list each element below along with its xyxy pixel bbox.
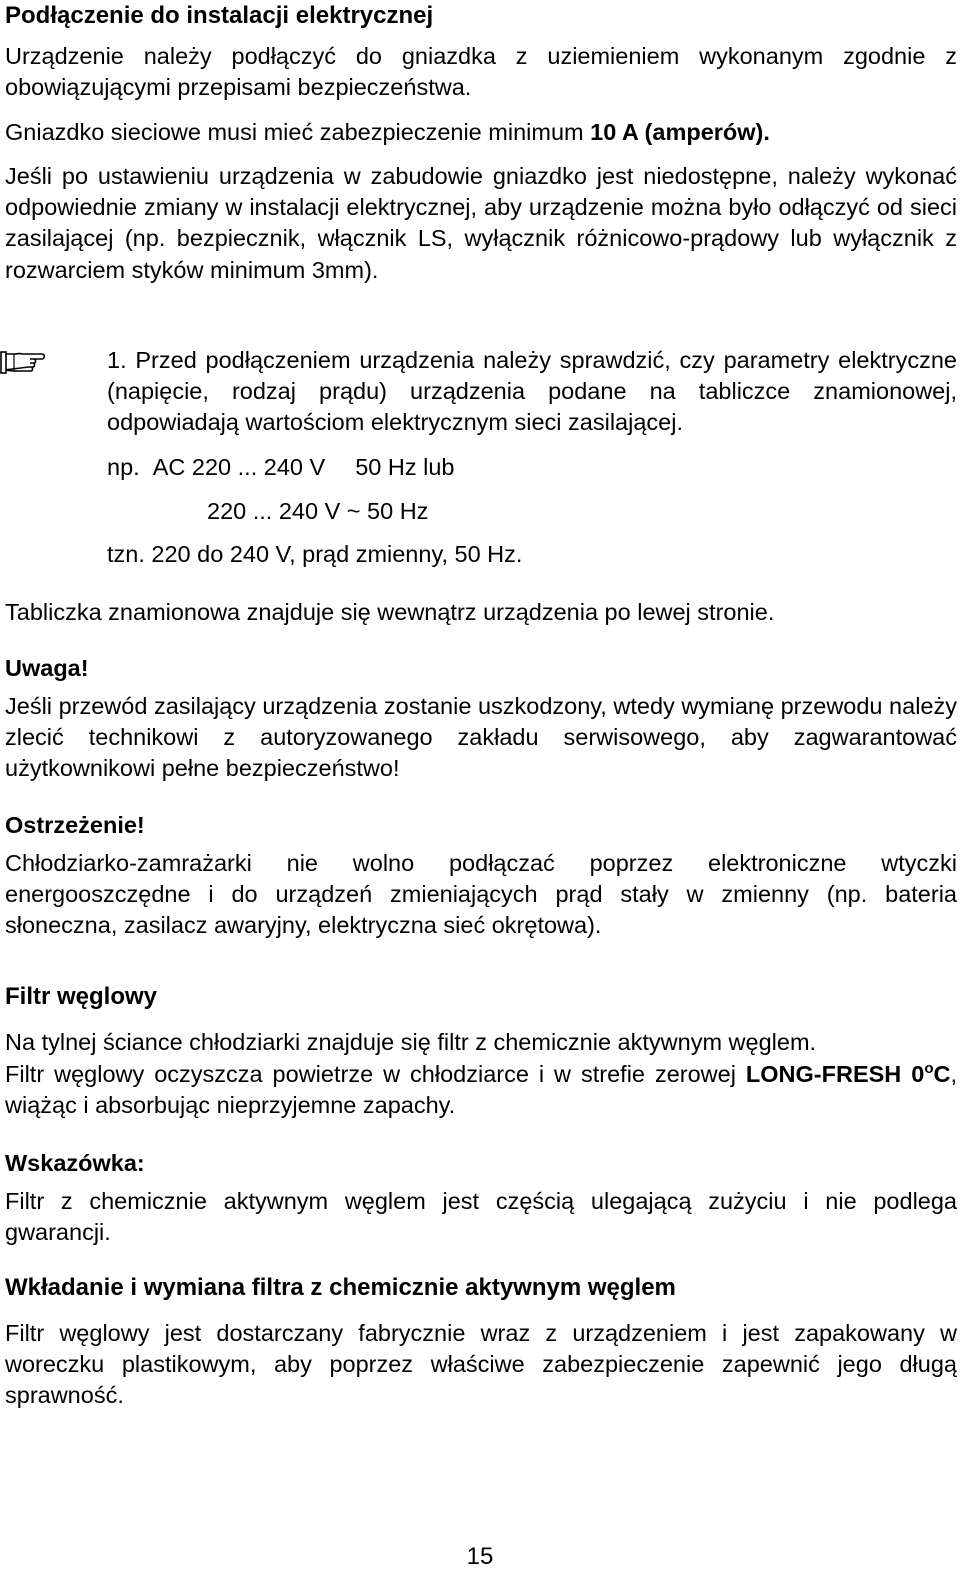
disconnect-paragraph: Jeśli po ustawieniu urządzenia w zabudowie gniazdko jest niedostępne, należy wykonać odpowiednie zmiany w instalacji elektrycznej, aby urządzenie można było odłączyć od sieci zasilającej (np. bezpiecznik, włącznik LS, wyłącznik różnicowo-prądowy lub wyłącznik z rozwarciem styków minimum 3mm). bbox=[5, 163, 957, 283]
example-prefix: np. bbox=[107, 454, 140, 480]
filter-function-text: Filtr węglowy oczyszcza powietrze w chłodziarce i w strefie zerowej bbox=[5, 1061, 746, 1087]
fuse-text: Gniazdko sieciowe musi mieć zabezpieczenie minimum bbox=[5, 119, 591, 145]
filter-replacement-text: Filtr węglowy jest dostarczany fabrycznie wraz z urządzeniem i jest zapakowany w woreczku plastikowym, aby poprzez właściwe zabezpieczenie zapewnić jego długą sprawność. bbox=[5, 1320, 957, 1409]
section-heading-electrical: Podłączenie do instalacji elektrycznej bbox=[5, 2, 434, 29]
example-voltage: AC 220 ... 240 V bbox=[152, 454, 326, 480]
warning-title: Uwaga! bbox=[5, 655, 89, 681]
page-number: 15 bbox=[466, 1543, 494, 1570]
example-line-1 bbox=[107, 452, 957, 483]
caution-title: Ostrzeżenie! bbox=[5, 812, 145, 838]
step-1-text: 1. Przed podłączeniem urządzenia należy sprawdzić, czy parametry elektryczne (napięcie, rodzaj prądu) urządzenia podane na tabliczce znamionowej, odpowiadają wartościom elektrycznym sieci zasilającej. bbox=[107, 347, 957, 436]
rating-plate-note: Tabliczka znamionowa znajduje się wewnątrz urządzenia po lewej stronie. bbox=[5, 599, 775, 625]
hint-title: Wskazówka: bbox=[5, 1150, 145, 1176]
fuse-rating: 10 A (amperów). bbox=[590, 119, 770, 145]
caution-text: Chłodziarko-zamrażarki nie wolno podłączać poprzez elektroniczne wtyczki energooszczędne i do urządzeń zmieniających prąd stały w zmienny (np. bateria słoneczna, zasilacz awaryjny, elektryczna sieć okrętowa). bbox=[5, 850, 957, 939]
grounding-paragraph: Urządzenie należy podłączyć do gniazdka z uziemieniem wykonanym zgodnie z obowiązującymi przepisami bezpieczeństwa. bbox=[5, 43, 957, 101]
example-line-2: 220 ... 240 V ~ 50 Hz bbox=[207, 498, 429, 524]
section-heading-filter-replacement: Wkładanie i wymiana filtra z chemicznie aktywnym węglem bbox=[5, 1274, 676, 1301]
zone-name: LONG-FRESH 0$^o$C bbox=[745, 1060, 951, 1087]
filter-location-paragraph: Na tylnej ściance chłodziarki znajduje się filtr z chemicznie aktywnym węglem. bbox=[5, 1029, 817, 1055]
fuse-paragraph bbox=[5, 117, 957, 148]
filter-function-end: , wiążąc i absorbując nieprzyjemne zapachy. bbox=[5, 1061, 957, 1119]
hint-text: Filtr z chemicznie aktywnym węglem jest częścią ulegającą zużyciu i nie podlega gwarancji. bbox=[5, 1188, 957, 1246]
warning-text: Jeśli przewód zasilający urządzenia zostanie uszkodzony, wtedy wymianę przewodu należy zlecić technikowi z autoryzowanego zakładu serwisowego, aby zagwarantować użytkownikowi pełne bezpieczeństwo! bbox=[5, 693, 957, 782]
pointing-hand-icon bbox=[0, 345, 48, 379]
section-heading-filter: Filtr węglowy bbox=[5, 983, 158, 1010]
filter-function-paragraph bbox=[5, 1059, 957, 1121]
example-line-3: tzn. 220 do 240 V, prąd zmienny, 50 Hz. bbox=[107, 541, 523, 567]
example-frequency: 50 Hz lub bbox=[355, 454, 455, 480]
